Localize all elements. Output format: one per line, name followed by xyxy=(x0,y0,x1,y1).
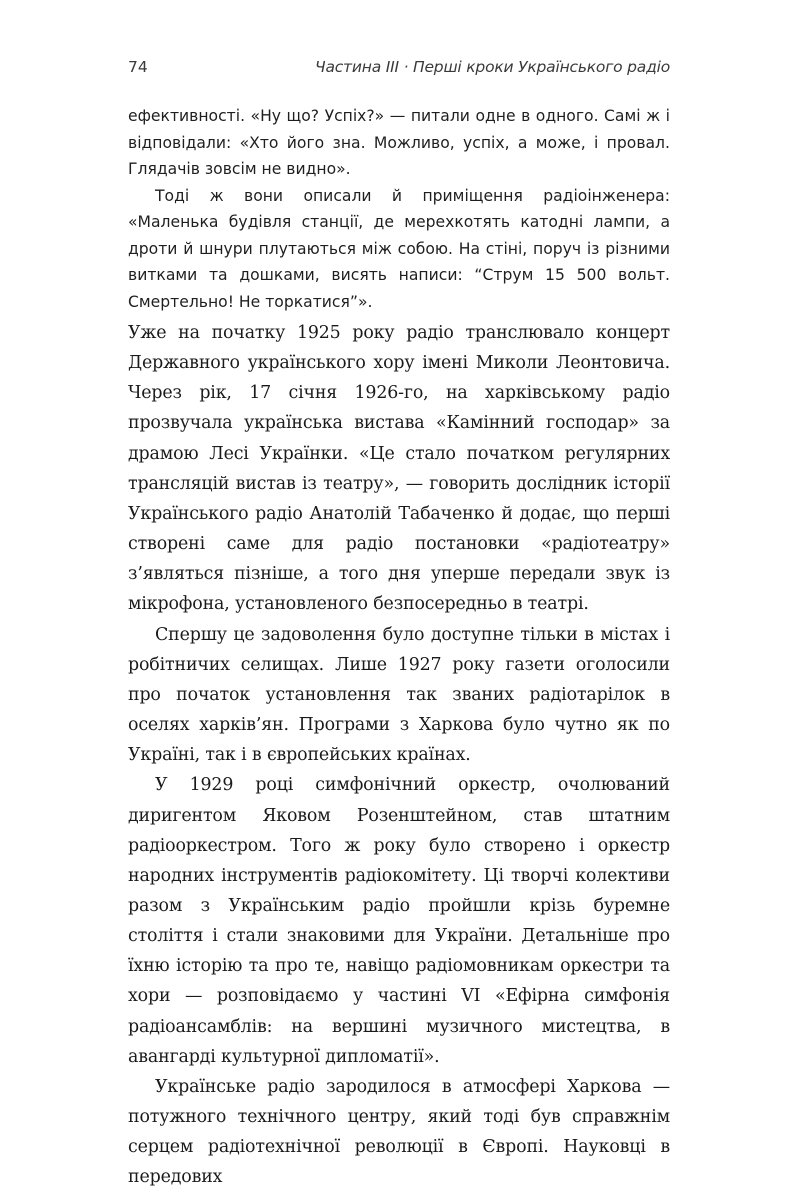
quote-paragraph: ефективності. «Ну що? Успіх?» — питали одне в одного. Самі ж і відповідали: «Хто його зна. Можливо, успіх, а може, і провал. Глядачів зовсім не видно». xyxy=(128,107,670,178)
quoted-passage xyxy=(128,103,670,315)
body-paragraph: Українське радіо зародилося в атмосфері Харкова — потужного технічного центру, який тоді був справжнім серцем радіотехнічної революції в Європі. Науковці в передових xyxy=(128,1076,670,1188)
running-title: Частина ІІІ · Перші кроки Українського радіо xyxy=(315,58,670,76)
quote-paragraph: Тоді ж вони описали й приміщення радіоінженера: «Маленька будівля станції, де мерехкотять катодні лампи, а дроти й шнури плутаються між собою. На стіні, поруч із різними витками та дошками, висять написи: “Струм 15 500 вольт. Смертельно! Не торкатися”». xyxy=(128,186,670,311)
body-paragraph: Уже на початку 1925 року радіо транслювало концерт Державного українського хору імені Миколи Леонтовича. Через рік, 17 січня 1926-го, на харківському радіо прозвучала українська вистава «Камінний господар» за драмою Лесі Українки. «Це стало початком регулярних трансляцій вистав із театру», — говорить дослідник історії Українського радіо Анатолій Табаченко й додає, що перші створені саме для радіо постановки «радіотеатру» з’являться пізніше, а того дня уперше передали звук із мікрофона, установленого безпосередньо в театрі. xyxy=(128,323,670,615)
body-paragraph: Спершу це задоволення було доступне тільки в містах і робітничих селищах. Лише 1927 року газети оголосили про початок установлення так званих радіотарілок в оселях харків’ян. Програми з Харкова було чутно як по Україні, так і в європейських країнах. xyxy=(128,624,670,766)
body-paragraph: У 1929 році симфонічний оркестр, очолюваний диригентом Яковом Розенштейном, став штатним радіооркестром. Того ж року було створено і оркестр народних інструментів радіокомітету. Ці творчі колективи разом з Українським радіо пройшли крізь буремне століття і стали знаковими для України. Детальніше про їхню історію та про те, навіщо радіомовникам оркестри та хори — розповідаємо у частині VI «Ефірна симфонія радіоансамблів: на вершині музичного мистецтва, в авангарді культурної дипломатії». xyxy=(128,775,670,1067)
main-text xyxy=(128,318,670,1193)
page-number: 74 xyxy=(128,58,148,76)
running-head xyxy=(128,58,670,82)
